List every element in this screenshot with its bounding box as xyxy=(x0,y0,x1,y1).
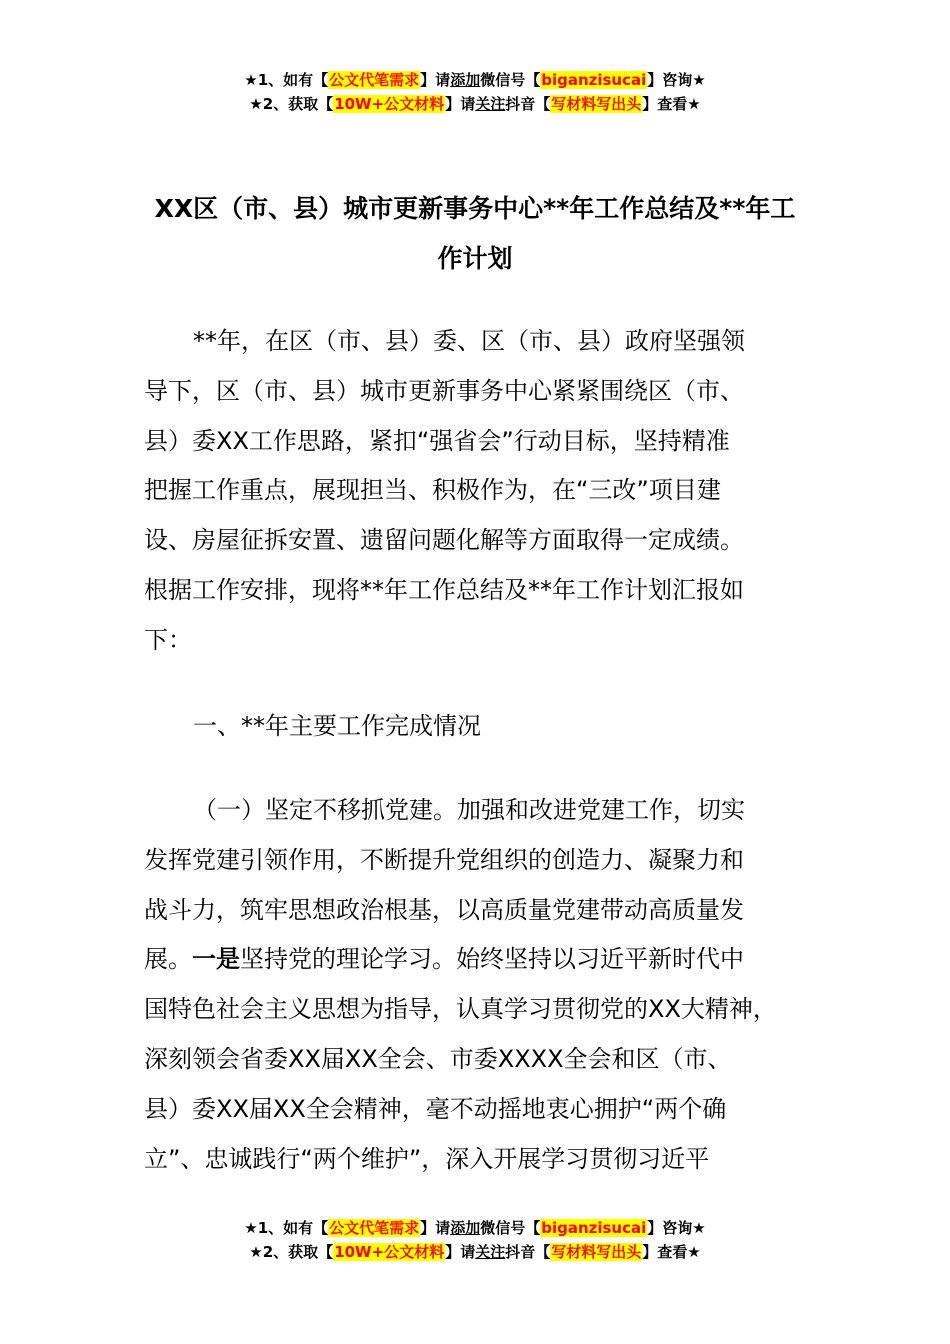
banner-line-2 xyxy=(0,92,950,116)
section-heading xyxy=(144,702,834,752)
banner-text: 】查看★ xyxy=(642,1243,701,1261)
banner-line-1 xyxy=(0,1216,950,1240)
intro-paragraph xyxy=(144,317,834,666)
banner-line-2 xyxy=(0,1240,950,1264)
banner-highlight: 写材料写出头 xyxy=(551,1243,642,1261)
paragraph-line: 发挥党建引领作用，不断提升党组织的创造力、凝聚力和 xyxy=(144,845,744,874)
banner-text: 微信号【 xyxy=(480,71,541,89)
banner-underlined: 添加 xyxy=(450,1219,481,1237)
banner-text: 抖音【 xyxy=(505,95,551,113)
title-line: XX区（市、县）城市更新事务中心**年工作总结及**年工 xyxy=(154,194,796,223)
banner-text: 】请 xyxy=(420,1219,451,1237)
banner-text: 】咨询★ xyxy=(647,71,706,89)
banner-text: ★2、获取【 xyxy=(249,1243,334,1261)
banner-highlight: biganzisucai xyxy=(541,1219,647,1237)
banner-line-1 xyxy=(0,68,950,92)
banner-text: 】请 xyxy=(445,1243,476,1261)
banner-underlined: 关注 xyxy=(475,95,506,113)
paragraph-line: 县）委XX届XX全会精神，毫不动摇地衷心拥护“两个确 xyxy=(144,1094,727,1123)
paragraph-line: 立”、忠诚践行“两个维护”，深入开展学习贯彻习近平 xyxy=(144,1144,710,1173)
paragraph-line: 把握工作重点，展现担当、积极作为，在“三改”项目建 xyxy=(144,476,721,505)
paragraph-bold-text: 一是 xyxy=(192,945,240,974)
banner-underlined: 添加 xyxy=(450,71,481,89)
banner-text: 抖音【 xyxy=(505,1243,551,1261)
paragraph-line: （一）坚定不移抓党建。加强和改进党建工作，切实 xyxy=(193,796,745,824)
banner-text: 】咨询★ xyxy=(647,1219,706,1237)
paragraph-line: 县）委XX工作思路，紧扣“强省会”行动目标，坚持精准 xyxy=(144,426,730,455)
banner-text: 】查看★ xyxy=(642,95,701,113)
banner-highlight: biganzisucai xyxy=(541,71,647,89)
banner-text: 】请 xyxy=(445,95,476,113)
banner-text: ★2、获取【 xyxy=(249,95,334,113)
banner-text: ★1、如有【 xyxy=(244,71,329,89)
paragraph-line: 国特色社会主义思想为指导，认真学习贯彻党的XX大精神， xyxy=(144,995,777,1024)
top-banner xyxy=(0,68,950,116)
bottom-banner xyxy=(0,1216,950,1264)
paragraph-line xyxy=(144,935,834,985)
banner-highlight: 10W+公文材料 xyxy=(334,1243,445,1261)
paragraph-line: **年，在区（市、县）委、区（市、县）政府坚强领 xyxy=(193,327,745,355)
banner-text: 】请 xyxy=(420,71,451,89)
paragraph-text: 坚持党的理论学习。始终坚持以习近平新时代中 xyxy=(240,945,744,974)
banner-highlight: 写材料写出头 xyxy=(551,95,642,113)
banner-underlined: 关注 xyxy=(475,1243,506,1261)
paragraph-line: 战斗力，筑牢思想政治根基，以高质量党建带动高质量发 xyxy=(144,895,744,924)
banner-highlight: 公文代笔需求 xyxy=(329,71,420,89)
banner-text: 微信号【 xyxy=(480,1219,541,1237)
section-heading-text: 一、**年主要工作完成情况 xyxy=(193,712,481,740)
paragraph-line: 设、房屋征拆安置、遗留问题化解等方面取得一定成绩。 xyxy=(144,526,744,555)
paragraph-line: 导下，区（市、县）城市更新事务中心紧紧围绕区（市、 xyxy=(144,376,744,405)
paragraph-line: 下： xyxy=(144,625,192,654)
paragraph-line: 根据工作安排，现将**年工作总结及**年工作计划汇报如 xyxy=(144,575,744,604)
paragraph-text: 展。 xyxy=(144,945,192,974)
banner-highlight: 10W+公文材料 xyxy=(334,95,445,113)
paragraph-line: 深刻领会省委XX届XX全会、市委XXXX全会和区（市、 xyxy=(144,1044,732,1073)
party-building-paragraph xyxy=(144,786,834,1184)
banner-text: ★1、如有【 xyxy=(244,1219,329,1237)
banner-highlight: 公文代笔需求 xyxy=(329,1219,420,1237)
document-title xyxy=(0,184,950,284)
title-line: 作计划 xyxy=(437,244,513,273)
